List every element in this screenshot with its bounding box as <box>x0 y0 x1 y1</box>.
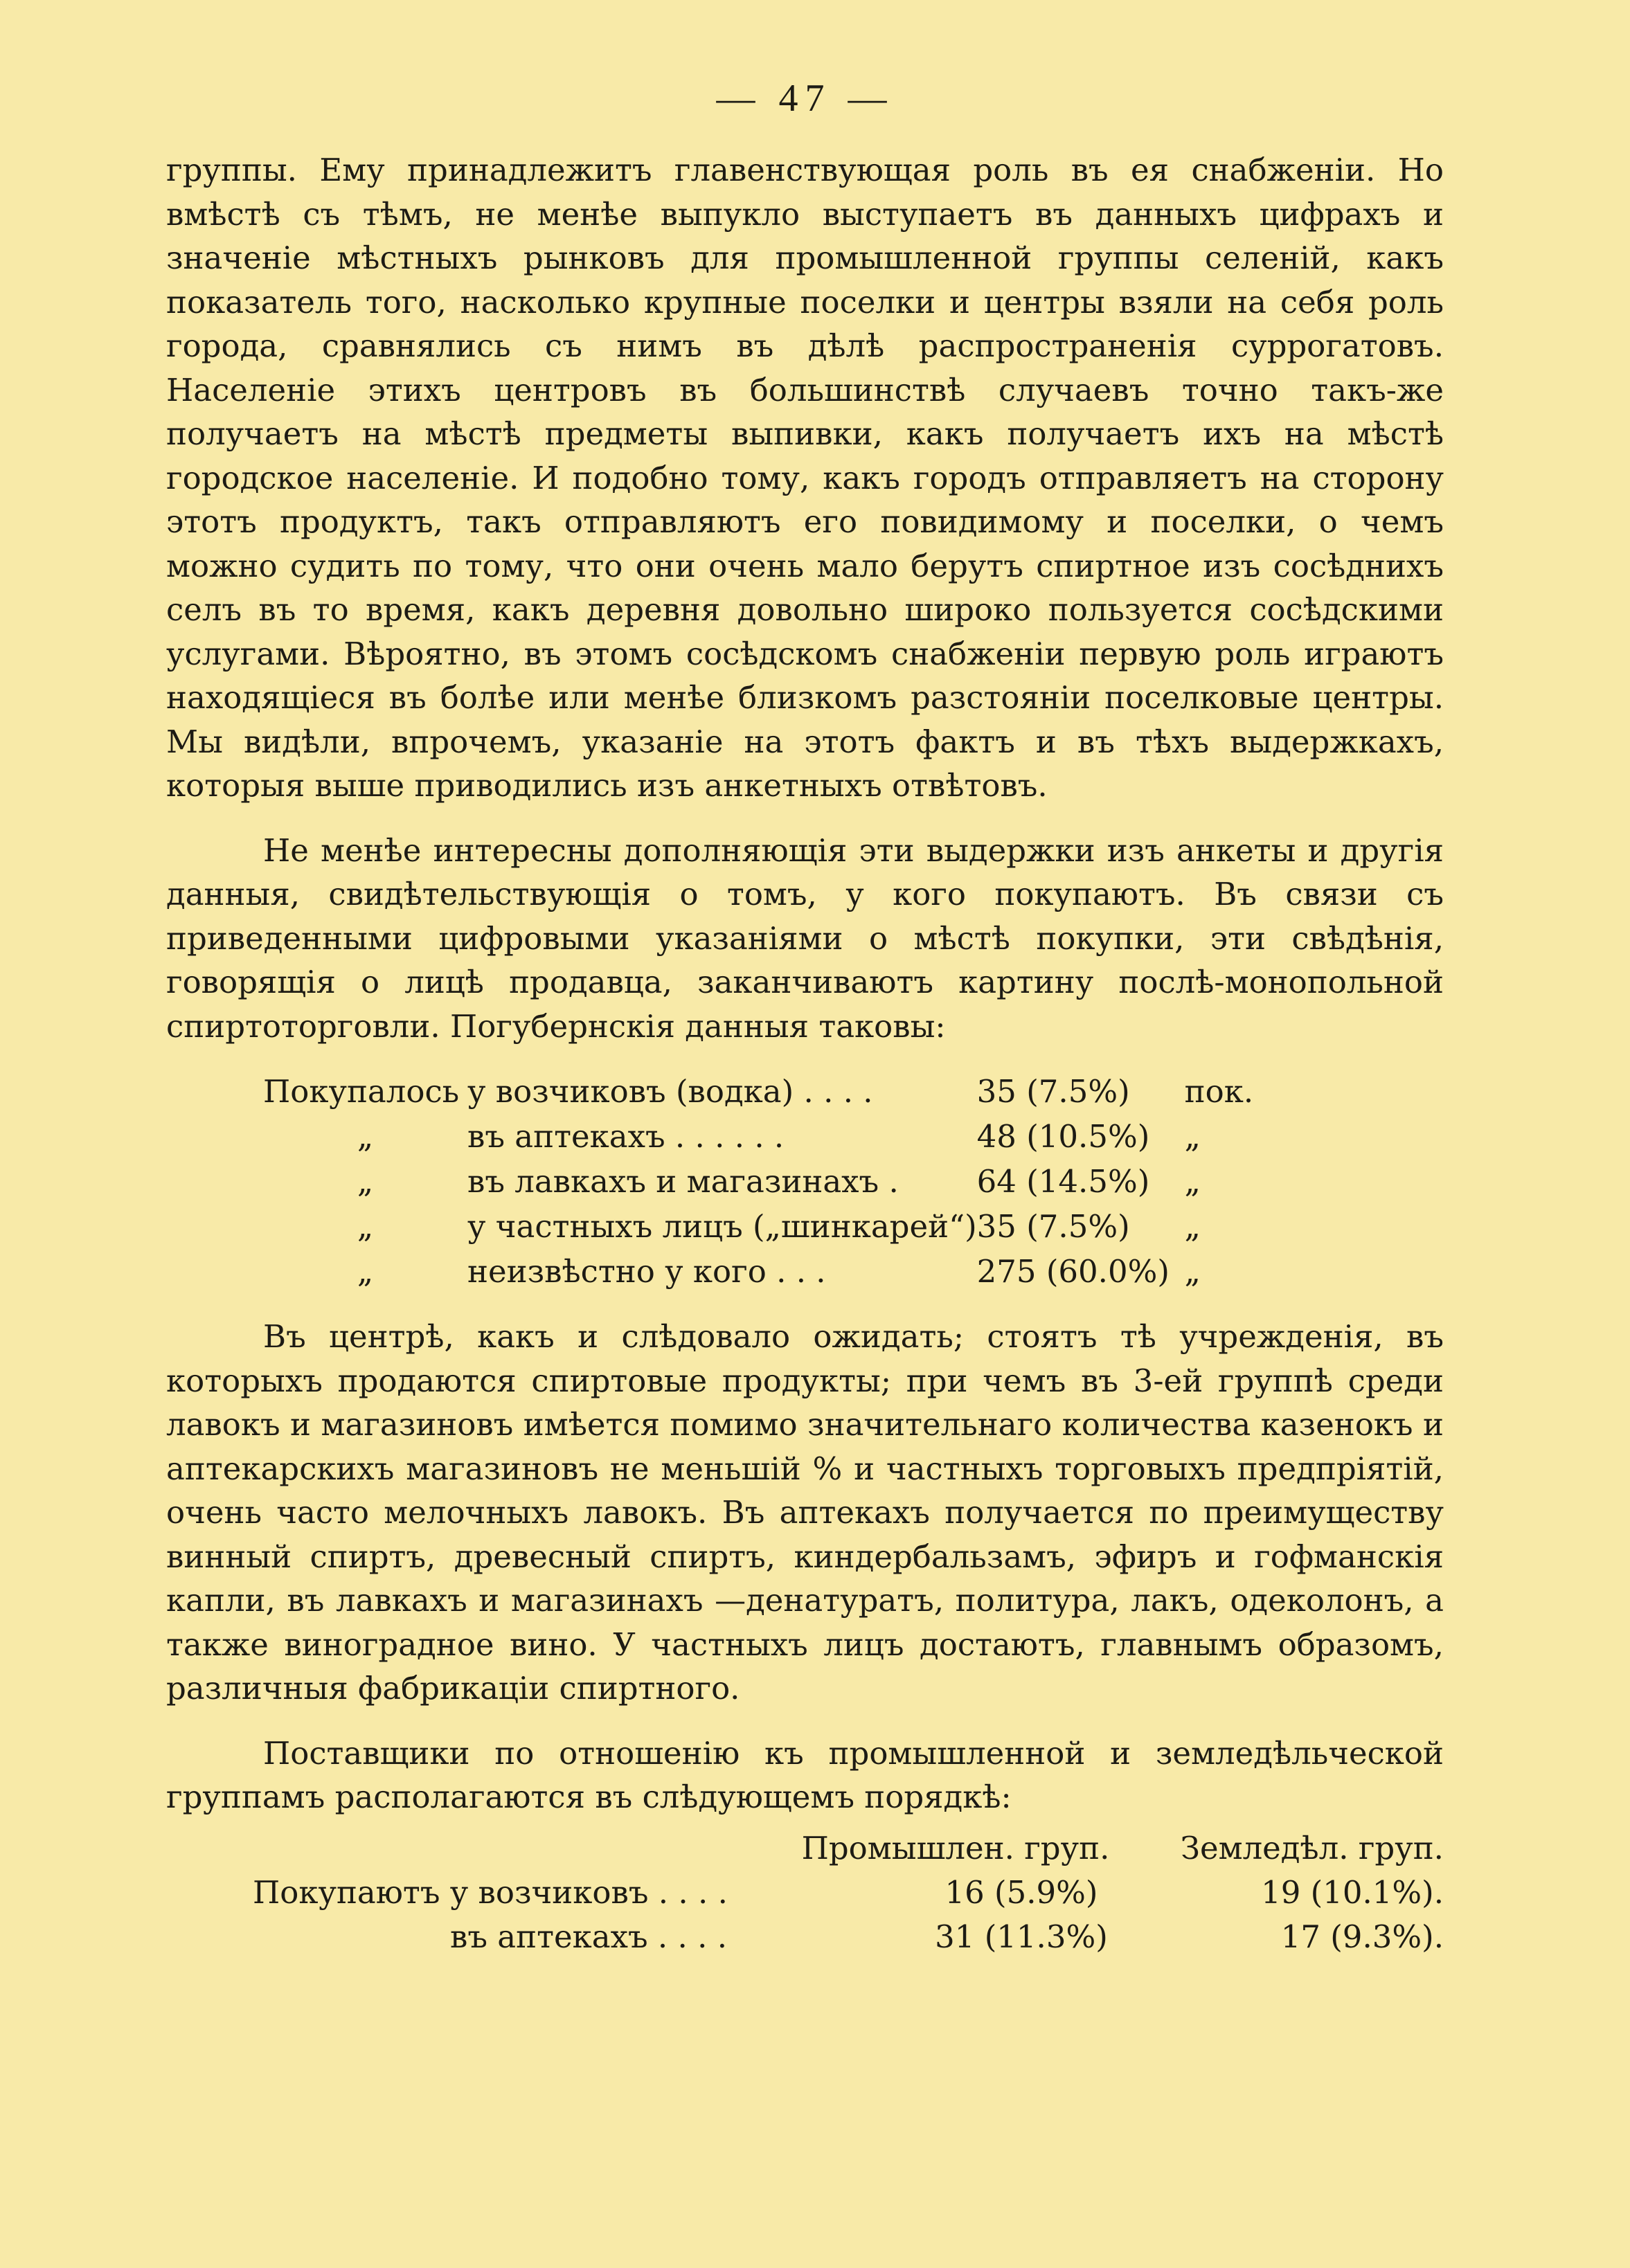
paragraph-4: Поставщики по отношенію къ промышленной и земледѣльческой группамъ располагаются въ слѣдующемъ порядкѣ: <box>166 1734 1444 1815</box>
supplier-agricultural: 19 (10.1%). <box>1261 1874 1444 1911</box>
table-row <box>166 1871 1444 1915</box>
purchase-unit: „ <box>1184 1208 1201 1245</box>
purchase-value: 35 (7.5%) <box>976 1208 1130 1245</box>
purchase-value: 64 (14.5%) <box>976 1163 1150 1200</box>
purchase-value: 275 (60.0%) <box>976 1253 1170 1290</box>
table-row <box>263 1069 1268 1114</box>
purchase-lead-label: Покупалось <box>263 1073 460 1110</box>
supplier-industrial: 16 (5.9%) <box>944 1874 1098 1911</box>
supplier-label: Покупаютъ у возчиковъ . . . . <box>253 1874 728 1911</box>
paragraph-1: группы. Ему принадлежитъ главенствующая роль въ ея снабженіи. Но вмѣстѣ съ тѣмъ, не менѣе выпукло выступаетъ въ данныхъ цифрахъ и значеніе мѣстныхъ рынковъ для промышленной группы селеній, какъ показатель того, насколько крупные поселки и центры взяли на себя роль города, сравнялись съ нимъ въ дѣлѣ распространенія суррогатовъ. Населеніе этихъ центровъ въ большинствѣ случаевъ точно такъ-же получаетъ на мѣстѣ предметы выпивки, какъ получаетъ ихъ на мѣстѣ городское населеніе. И подобно тому, какъ городъ отправляетъ на сторону этотъ продуктъ, такъ отправляютъ его повидимому и поселки, о чемъ можно судить по тому, что они очень мало берутъ спиртное изъ сосѣднихъ селъ въ то время, какъ деревня довольно широко пользуется сосѣдскими услугами. Вѣроятно, въ этомъ сосѣдскомъ снабженіи первую роль играютъ находящіеся въ болѣе или менѣе близкомъ разстояніи поселковые центры. Мы видѣли, впрочемъ, указаніе на этотъ фактъ и въ тѣхъ выдержкахъ, которыя выше приводились изъ анкетныхъ отвѣтовъ. <box>166 152 1444 804</box>
ditto-mark: „ <box>357 1253 374 1290</box>
purchase-place: у возчиковъ (водка) . . . . <box>467 1073 873 1110</box>
table-row <box>263 1204 1268 1249</box>
table-row <box>263 1114 1268 1159</box>
ditto-mark: „ <box>357 1208 374 1245</box>
supplier-table <box>166 1826 1444 1959</box>
purchase-place: въ лавкахъ и магазинахъ . <box>467 1163 899 1200</box>
column-header-agricultural: Земледѣл. груп. <box>1180 1830 1444 1866</box>
ditto-mark: „ <box>357 1163 374 1200</box>
table-row <box>263 1249 1268 1294</box>
document-page <box>166 62 1444 1959</box>
purchase-value: 48 (10.5%) <box>976 1118 1150 1155</box>
body-text <box>166 148 1444 1048</box>
paragraph-2: Не менѣе интересны дополняющія эти выдержки изъ анкеты и другія данныя, свидѣтельствующія о томъ, у кого покупаютъ. Въ связи съ приведенными цифровыми указаніями о мѣстѣ покупки, эти свѣдѣнія, говорящія о лицѣ продавца, заканчиваютъ картину послѣ-монопольной спиртоторговли. Погубернскія данныя таковы: <box>166 831 1444 1045</box>
purchase-unit: пок. <box>1184 1073 1254 1110</box>
purchase-place: неизвѣстно у кого . . . <box>467 1253 826 1290</box>
table-row <box>166 1915 1444 1959</box>
supplier-agricultural: 17 (9.3%). <box>1280 1918 1444 1955</box>
purchase-unit: „ <box>1184 1163 1201 1200</box>
supplier-header-row <box>166 1826 1444 1871</box>
column-header-industrial: Промышлен. груп. <box>801 1830 1110 1866</box>
body-text-2 <box>166 1315 1444 1819</box>
purchase-unit: „ <box>1184 1118 1201 1155</box>
ditto-mark: „ <box>357 1118 374 1155</box>
supplier-industrial: 31 (11.3%) <box>935 1918 1108 1955</box>
paragraph-3: Въ центрѣ, какъ и слѣдовало ожидать; стоятъ тѣ учрежденія, въ которыхъ продаются спиртовые продукты; при чемъ въ 3-ей группѣ среди лавокъ и магазиновъ имѣется помимо значительнаго количества казенокъ и аптекарскихъ магазиновъ не меньшій % и частныхъ торговыхъ предпріятій, очень часто мелочныхъ лавокъ. Въ аптекахъ получается по преимуществу винный спиртъ, древесный спиртъ, киндербальзамъ, эфиръ и гофманскія капли, въ лавкахъ и магазинахъ —денатуратъ, политура, лакъ, одеколонъ, а также виноградное вино. У частныхъ лицъ достаютъ, главнымъ образомъ, различныя фабрикаціи спиртного. <box>166 1318 1444 1707</box>
supplier-label: въ аптекахъ . . . . <box>450 1918 728 1955</box>
purchase-unit: „ <box>1184 1253 1201 1290</box>
purchase-place: у частныхъ лицъ („шинкарей“) <box>467 1208 977 1245</box>
table-row <box>263 1159 1268 1204</box>
page-number: — 47 — <box>716 77 894 120</box>
purchase-place: въ аптекахъ . . . . . . <box>467 1118 785 1155</box>
purchase-table <box>263 1069 1268 1294</box>
purchase-value: 35 (7.5%) <box>976 1073 1130 1110</box>
